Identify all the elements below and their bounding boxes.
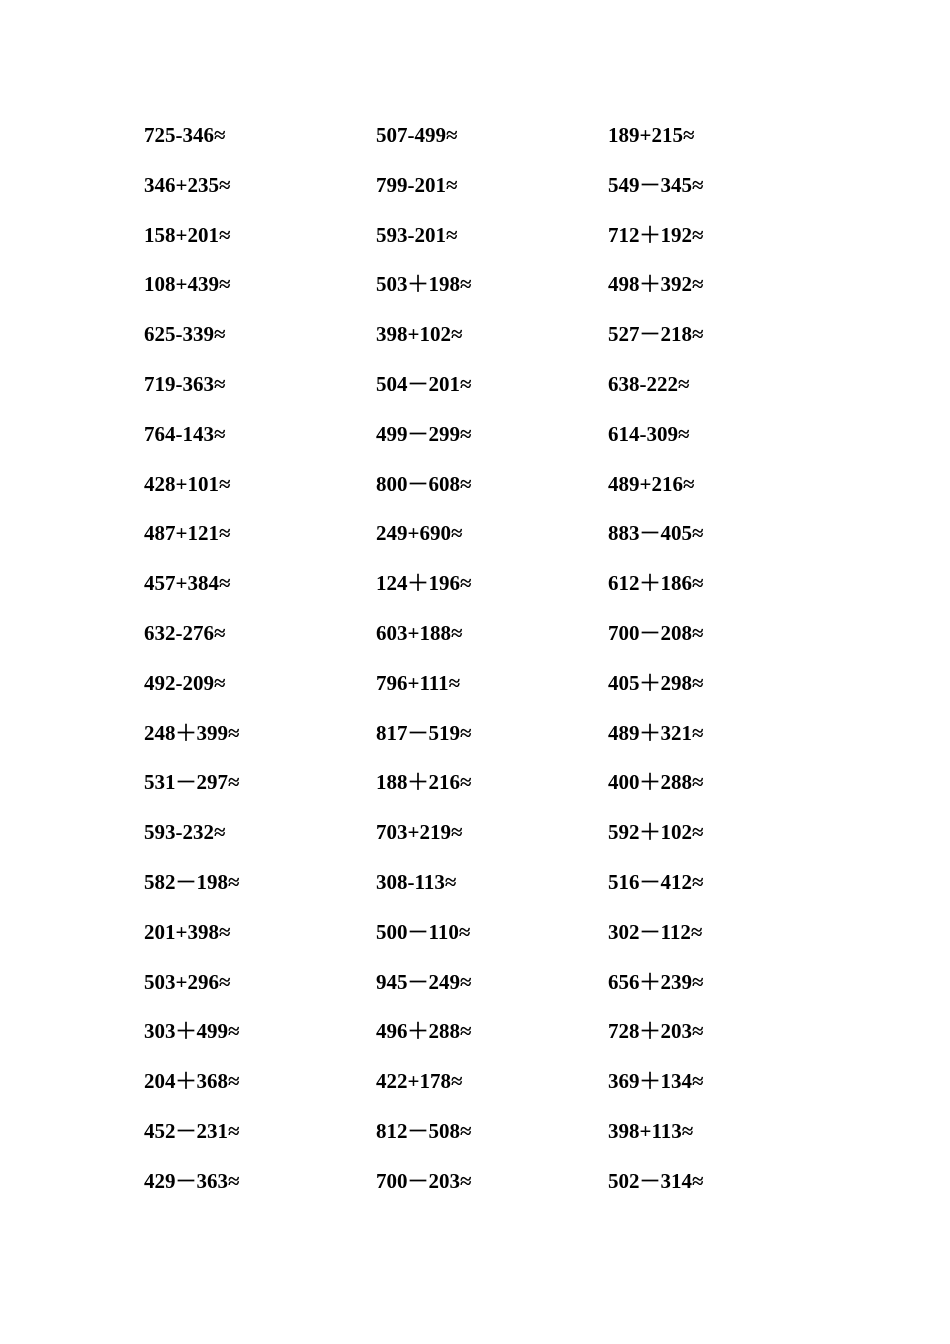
problem-r20-c3: 369＋134≈ <box>608 1069 704 1094</box>
problem-r11-c1: 632-276≈ <box>144 620 226 645</box>
problem-r18-c1: 503+296≈ <box>144 969 231 994</box>
problem-r19-c1: 303＋499≈ <box>144 1019 240 1044</box>
problem-r21-c2: 812－508≈ <box>376 1118 472 1143</box>
problem-r16-c2: 308-113≈ <box>376 869 457 894</box>
problem-r18-c3: 656＋239≈ <box>608 969 704 994</box>
problem-r8-c1: 428+101≈ <box>144 471 231 496</box>
problem-r6-c2: 504－201≈ <box>376 371 472 396</box>
problem-r10-c3: 612＋186≈ <box>608 571 704 596</box>
problem-r13-c1: 248＋399≈ <box>144 720 240 745</box>
problem-r8-c3: 489+216≈ <box>608 471 695 496</box>
problem-r10-c2: 124＋196≈ <box>376 571 472 596</box>
problem-r4-c1: 108+439≈ <box>144 272 231 297</box>
problem-r17-c2: 500－110≈ <box>376 919 471 944</box>
problem-r9-c2: 249+690≈ <box>376 521 463 546</box>
problem-r19-c2: 496＋288≈ <box>376 1019 472 1044</box>
problem-r22-c2: 700－203≈ <box>376 1168 472 1193</box>
problem-r14-c2: 188＋216≈ <box>376 770 472 795</box>
problem-r14-c3: 400＋288≈ <box>608 770 704 795</box>
problem-r12-c3: 405＋298≈ <box>608 670 704 695</box>
problem-r18-c2: 945－249≈ <box>376 969 472 994</box>
problem-r20-c2: 422+178≈ <box>376 1069 463 1094</box>
problem-r1-c2: 507-499≈ <box>376 123 458 147</box>
problem-r11-c3: 700－208≈ <box>608 620 704 645</box>
problem-r7-c2: 499－299≈ <box>376 421 472 446</box>
problem-r12-c1: 492-209≈ <box>144 670 226 695</box>
problem-r13-c2: 817－519≈ <box>376 720 472 745</box>
problem-r3-c1: 158+201≈ <box>144 222 231 247</box>
problem-r2-c2: 799-201≈ <box>376 172 458 197</box>
problem-r6-c1: 719-363≈ <box>144 371 226 396</box>
problem-r16-c1: 582－198≈ <box>144 869 240 894</box>
problem-r2-c3: 549－345≈ <box>608 172 704 197</box>
problem-r2-c1: 346+235≈ <box>144 172 231 197</box>
problem-r4-c3: 498＋392≈ <box>608 272 704 297</box>
estimation-problem-grid <box>144 111 844 1207</box>
problem-r7-c3: 614-309≈ <box>608 421 690 446</box>
problem-r1-c1: 725-346≈ <box>144 123 226 147</box>
problem-r7-c1: 764-143≈ <box>144 421 226 446</box>
problem-r14-c1: 531－297≈ <box>144 770 240 795</box>
problem-r5-c2: 398+102≈ <box>376 322 463 347</box>
problem-r9-c3: 883－405≈ <box>608 521 704 546</box>
problem-r8-c2: 800－608≈ <box>376 471 472 496</box>
problem-r15-c2: 703+219≈ <box>376 820 463 845</box>
problem-r17-c1: 201+398≈ <box>144 919 231 944</box>
problem-r5-c3: 527－218≈ <box>608 322 704 347</box>
problem-r15-c1: 593-232≈ <box>144 820 226 845</box>
problem-r20-c1: 204＋368≈ <box>144 1069 240 1094</box>
problem-r15-c3: 592＋102≈ <box>608 820 704 845</box>
problem-r6-c3: 638-222≈ <box>608 371 690 396</box>
problem-r3-c2: 593-201≈ <box>376 222 458 247</box>
problem-r5-c1: 625-339≈ <box>144 322 226 347</box>
problem-r4-c2: 503＋198≈ <box>376 272 472 297</box>
problem-r16-c3: 516－412≈ <box>608 869 704 894</box>
problem-r21-c1: 452－231≈ <box>144 1118 240 1143</box>
problem-r17-c3: 302－112≈ <box>608 919 703 944</box>
problem-r13-c3: 489＋321≈ <box>608 720 704 745</box>
problem-r9-c1: 487+121≈ <box>144 521 231 546</box>
problem-r22-c3: 502－314≈ <box>608 1168 704 1193</box>
problem-r11-c2: 603+188≈ <box>376 620 463 645</box>
problem-r21-c3: 398+113≈ <box>608 1118 694 1143</box>
problem-r12-c2: 796+111≈ <box>376 670 461 695</box>
problem-r1-c3: 189+215≈ <box>608 123 695 147</box>
problem-r19-c3: 728＋203≈ <box>608 1019 704 1044</box>
problem-r10-c1: 457+384≈ <box>144 571 231 596</box>
problem-r22-c1: 429－363≈ <box>144 1168 240 1193</box>
problem-r3-c3: 712＋192≈ <box>608 222 704 247</box>
